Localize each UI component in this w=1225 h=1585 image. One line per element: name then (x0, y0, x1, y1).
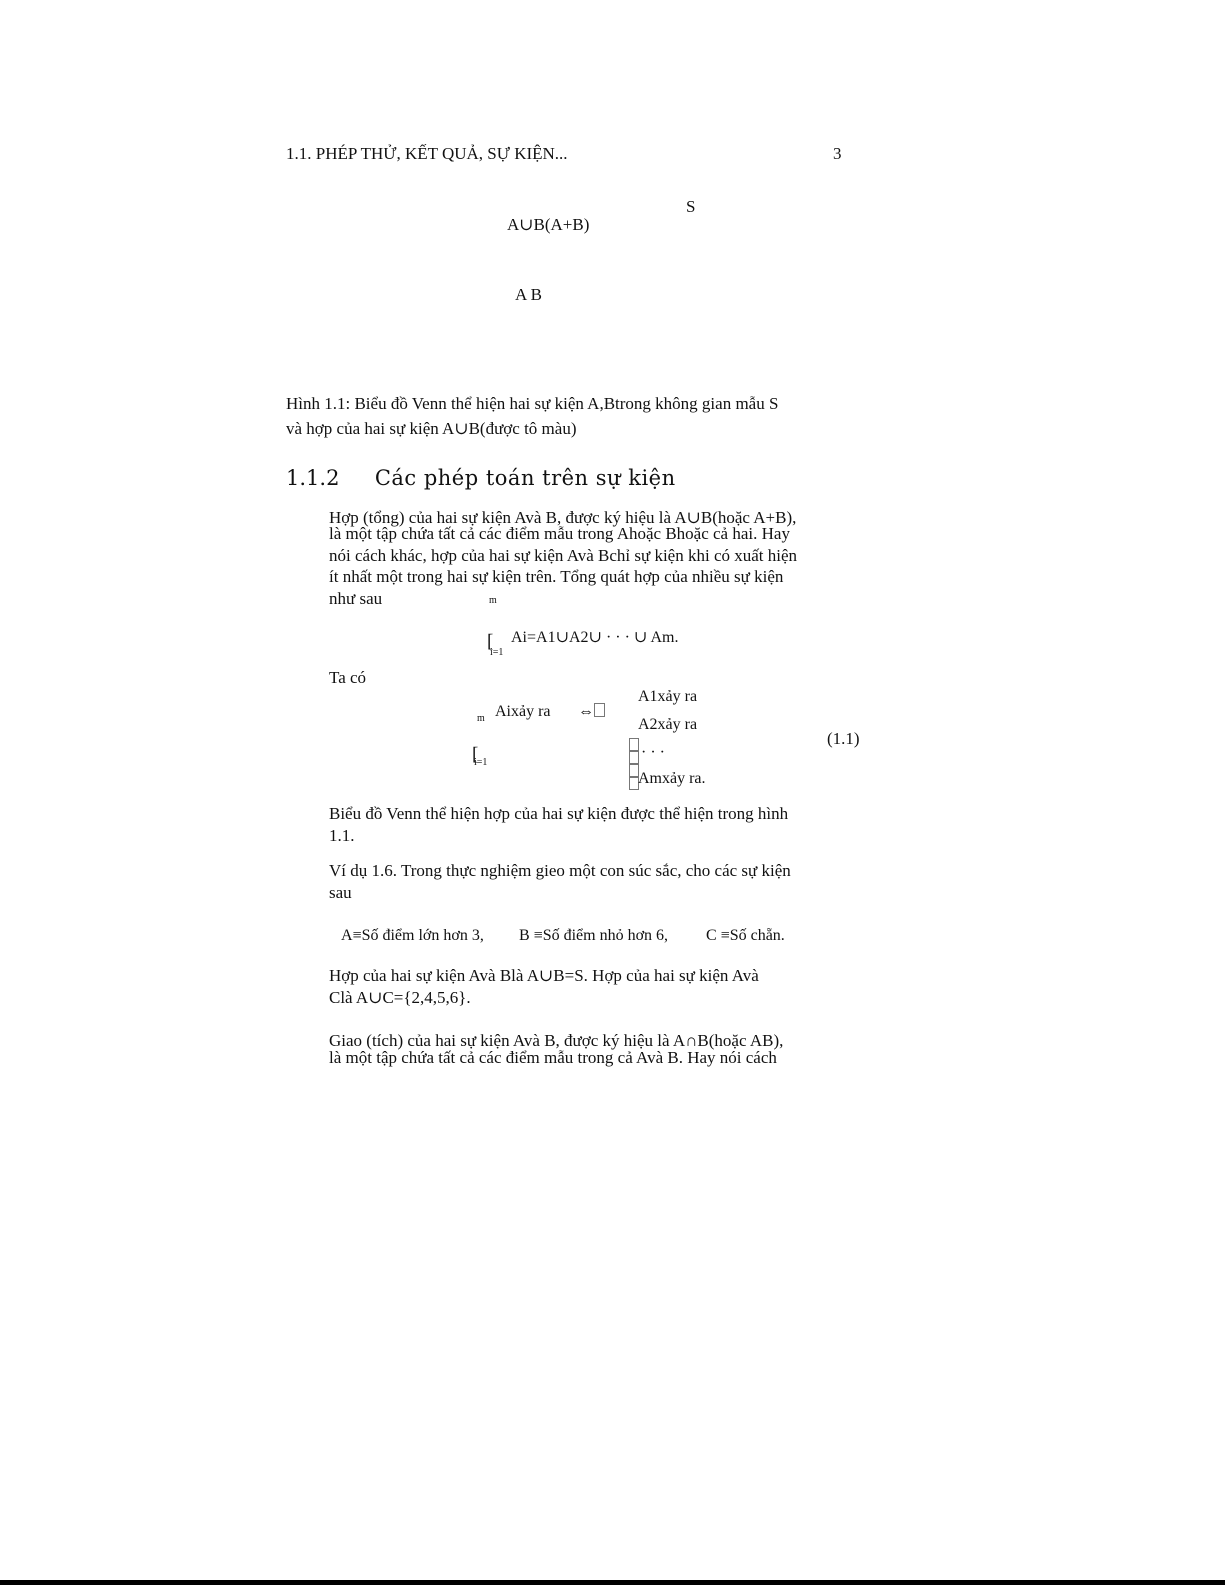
venn-label-union: A∪B(A+B) (507, 215, 590, 234)
venn-label-ab: A B (515, 285, 542, 304)
figure-caption-line-2: và hợp của hai sự kiện A∪B(được tô màu) (286, 419, 577, 438)
eq-sup: m (489, 595, 497, 606)
text-line: là một tập chứa tất cả các điểm mẫu trong Ahoặc Bhoặc cả hai. Hay (329, 524, 790, 543)
eq-body: Ai=A1∪A2∪ · · · ∪ Am. (511, 629, 679, 646)
event-c: C ≡Số chẵn. (706, 927, 785, 944)
page-bottom-border (0, 1580, 1225, 1585)
case-4: Amxảy ra. (638, 770, 706, 787)
union-operator: [ (487, 631, 494, 652)
page-number: 3 (833, 144, 842, 163)
text-line: là một tập chứa tất cả các điểm mẫu trong cả Avà B. Hay nói cách (329, 1048, 777, 1067)
text-line: nói cách khác, hợp của hai sự kiện Avà Bchỉ sự kiện khi có xuất hiện (329, 546, 798, 565)
section-number: 1.1.2 (286, 466, 340, 490)
section-title: Các phép toán trên sự kiện (374, 466, 676, 490)
eq-sub: i=1 (474, 757, 488, 768)
text-line: Giao (tích) của hai sự kiện Avà B, được ký hiệu là A∩B(hoặc AB), (329, 1031, 784, 1050)
equation-number: (1.1) (827, 729, 860, 748)
example-line: sau (329, 883, 352, 902)
eq-sub: i=1 (490, 647, 504, 658)
text-line: ít nhất một trong hai sự kiện trên. Tổng quát hợp của nhiều sự kiện (329, 567, 784, 586)
union-operator: [ (472, 744, 479, 765)
case-1: A1xảy ra (638, 688, 698, 705)
running-header: 1.1. PHÉP THỬ, KẾT QUẢ, SỰ KIỆN... (286, 144, 568, 163)
figure-caption-line-1: Hình 1.1: Biểu đồ Venn thể hiện hai sự kiện A,Btrong không gian mẫu S (286, 394, 779, 413)
text-line: Hợp (tổng) của hai sự kiện Avà B, được ký hiệu là A∪B(hoặc A+B), (329, 508, 797, 527)
brace-piece (629, 738, 639, 751)
brace-placeholder (594, 703, 605, 717)
iff-symbol: ⇔ (578, 703, 605, 721)
example-line: Ví dụ 1.6. Trong thực nghiệm gieo một con súc sắc, cho các sự kiện (329, 861, 791, 880)
brace-piece (629, 751, 639, 764)
section-heading (286, 466, 676, 490)
text-line: Biểu đồ Venn thể hiện hợp của hai sự kiện được thể hiện trong hình (329, 804, 789, 823)
text-line: 1.1. (329, 826, 355, 845)
case-2: A2xảy ra (638, 716, 698, 733)
text-line: Hợp của hai sự kiện Avà Blà A∪B=S. Hợp của hai sự kiện Avà (329, 966, 759, 985)
eq-sup: m (477, 713, 485, 724)
event-a: A≡Số điểm lớn hơn 3, (341, 927, 484, 944)
venn-label-s: S (686, 197, 696, 216)
text-line: như sau (329, 589, 383, 608)
eq-left: Aixảy ra (495, 703, 551, 720)
case-3: · · · (641, 744, 665, 761)
text-line: Clà A∪C={2,4,5,6}. (329, 988, 471, 1007)
ta-co-text: Ta có (329, 668, 367, 687)
event-b: B ≡Số điểm nhỏ hơn 6, (519, 927, 669, 944)
